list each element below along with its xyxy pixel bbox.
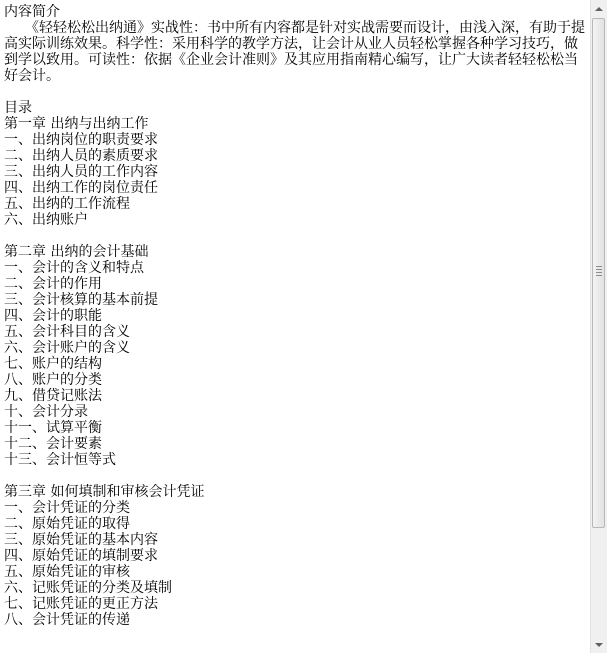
thumb-grip-line bbox=[596, 266, 602, 267]
toc-item: 七、账户的结构 bbox=[4, 356, 102, 372]
toc-item: 四、会计的职能 bbox=[4, 308, 102, 324]
toc-item: 十一、试算平衡 bbox=[4, 420, 102, 436]
intro-heading: 内容简介 bbox=[4, 4, 60, 20]
toc-item: 七、记账凭证的更正方法 bbox=[4, 596, 158, 612]
triangle-up-icon bbox=[595, 7, 603, 11]
blank-line bbox=[4, 84, 588, 100]
toc-item: 五、会计科目的含义 bbox=[4, 324, 130, 340]
toc-item: 一、会计的含义和特点 bbox=[4, 260, 144, 276]
toc-heading: 目录 bbox=[4, 100, 32, 116]
toc-item: 四、原始凭证的填制要求 bbox=[4, 548, 158, 564]
chapter-title: 第三章 如何填制和审核会计凭证 bbox=[4, 484, 205, 500]
toc-item: 二、出纳人员的素质要求 bbox=[4, 148, 158, 164]
toc-item: 九、借贷记账法 bbox=[4, 388, 102, 404]
thumb-grip-line bbox=[596, 275, 602, 276]
toc-item: 二、会计的作用 bbox=[4, 276, 102, 292]
chapter-title: 第二章 出纳的会计基础 bbox=[4, 244, 149, 260]
toc-item: 八、账户的分类 bbox=[4, 372, 102, 388]
toc-item: 一、出纳岗位的职责要求 bbox=[4, 132, 158, 148]
toc-item: 八、会计凭证的传递 bbox=[4, 612, 130, 628]
toc-item: 六、会计账户的含义 bbox=[4, 340, 130, 356]
toc-item: 三、会计核算的基本前提 bbox=[4, 292, 158, 308]
toc-item: 十三、会计恒等式 bbox=[4, 452, 116, 468]
toc-item: 三、原始凭证的基本内容 bbox=[4, 532, 158, 548]
vertical-scrollbar[interactable] bbox=[590, 0, 607, 653]
blank-line bbox=[4, 228, 588, 244]
blank-line bbox=[4, 468, 588, 484]
toc-item: 二、原始凭证的取得 bbox=[4, 516, 130, 532]
toc-item: 十、会计分录 bbox=[4, 404, 88, 420]
toc-item: 三、出纳人员的工作内容 bbox=[4, 164, 158, 180]
toc-item: 五、出纳的工作流程 bbox=[4, 196, 130, 212]
triangle-down-icon bbox=[595, 643, 603, 647]
scroll-up-button[interactable] bbox=[591, 0, 607, 17]
thumb-grip-line bbox=[596, 269, 602, 270]
toc-item: 一、会计凭证的分类 bbox=[4, 500, 130, 516]
toc-item: 六、记账凭证的分类及填制 bbox=[4, 580, 172, 596]
toc-item: 五、原始凭证的审核 bbox=[4, 564, 130, 580]
toc-item: 四、出纳工作的岗位责任 bbox=[4, 180, 158, 196]
toc-item: 十二、会计要素 bbox=[4, 436, 102, 452]
document-text-area[interactable] bbox=[4, 4, 588, 649]
thumb-grip-line bbox=[596, 272, 602, 273]
scroll-down-button[interactable] bbox=[591, 636, 607, 653]
scrollbar-thumb[interactable] bbox=[592, 18, 605, 528]
chapter-title: 第一章 出纳与出纳工作 bbox=[4, 116, 149, 132]
toc-item: 六、出纳账户 bbox=[4, 212, 88, 228]
intro-paragraph: 《轻轻松松出纳通》实战性：书中所有内容都是针对实战需要而设计，由浅入深，有助于提高实际训练效果。科学性：采用科学的教学方法，让会计从业人员轻松掌握各种学习技巧，做到学以致用。可读性：依据《企业会计准则》及其应用指南精心编写，让广大读者轻轻松松当好会计。 bbox=[4, 20, 585, 84]
